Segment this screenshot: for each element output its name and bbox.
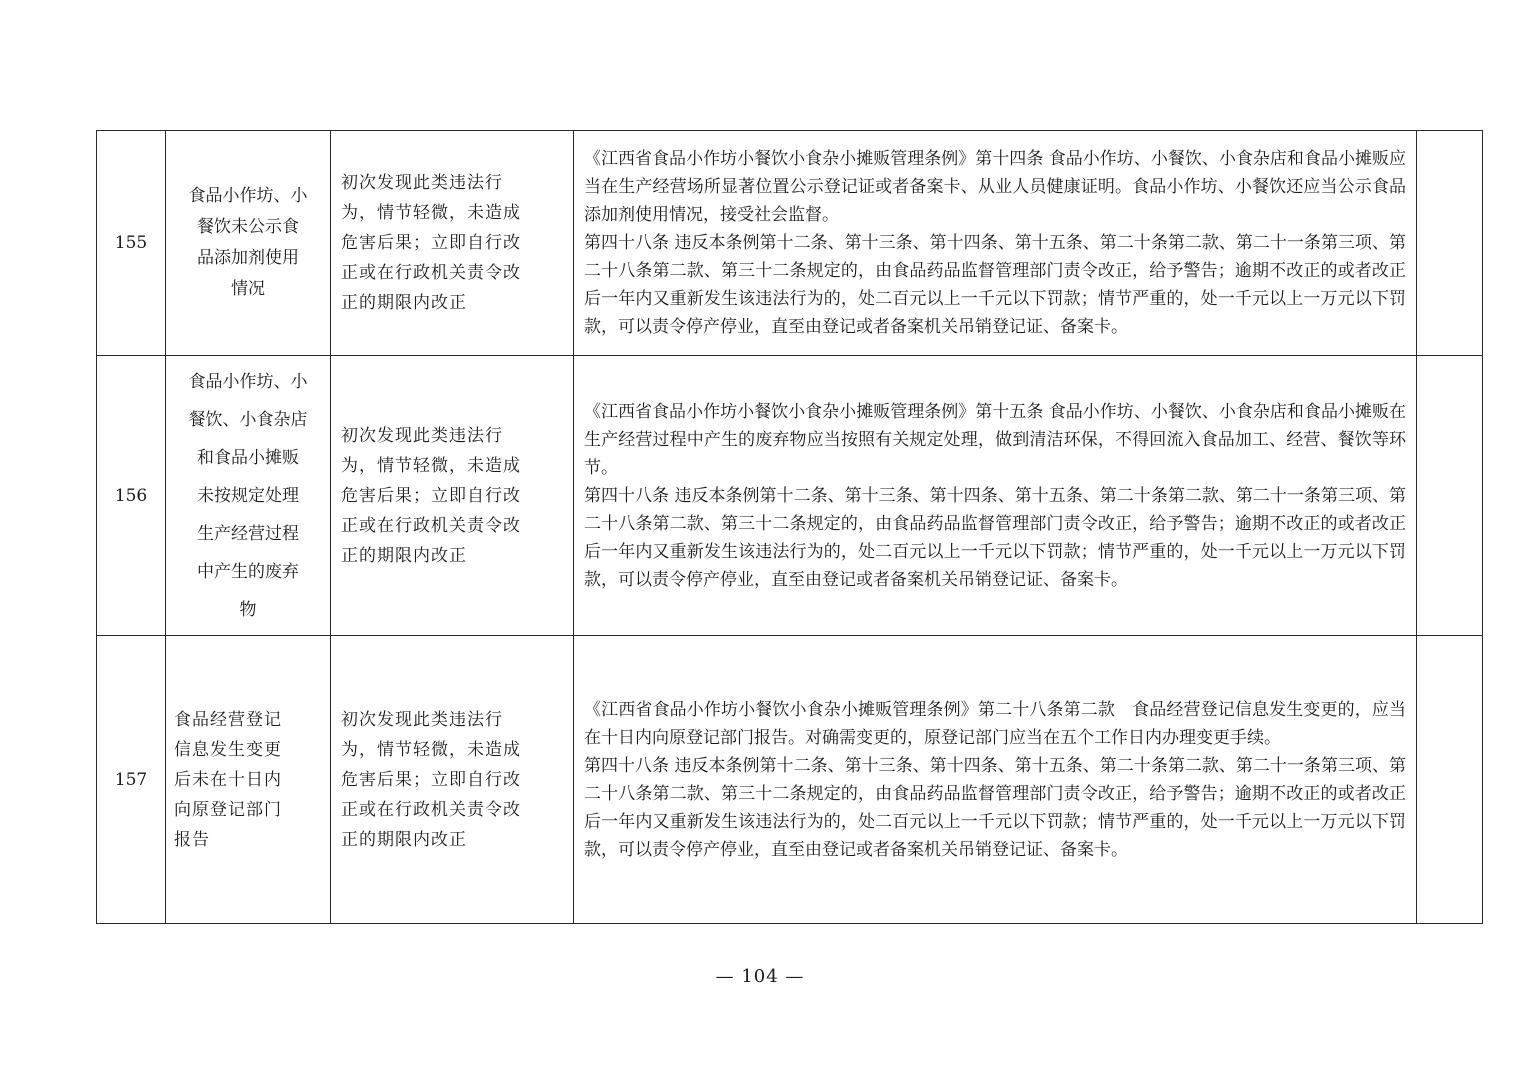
violation-item	[166, 131, 331, 356]
table-row	[97, 636, 1483, 924]
violation-item-text: 食品小作坊、小 餐饮未公示食 品添加剂使用 情况	[188, 186, 308, 299]
exemption-condition	[331, 636, 574, 924]
row-number: 157	[97, 636, 166, 924]
row-number: 156	[97, 356, 166, 636]
remarks-cell	[1417, 356, 1483, 636]
legal-basis-text: 《江西省食品小作坊小餐饮小食杂小摊贩管理条例》第十四条 食品小作坊、小餐饮、小食杂店和食品小摊贩应当在生产经营场所显著位置公示登记证或者备案卡、从业人员健康证明。食品小作坊、小餐饮还应当公示食品添加剂使用情况，接受社会监督。 第四十八条 违反本条例第十二条、第十三条、第十四条、第十五条、第二十条第二款、第二十一条第三项、第二十八条第二款、第三十二条规定的，由食品药品监督管理部门责令改正，给予警告；逾期不改正的或者改正后一年内又重新发生该违法行为的，处二百元以上一千元以下罚款；情节严重的，处一千元以上一万元以下罚款，可以责令停产停业，直至由登记或者备案机关吊销登记证、备案卡。	[584, 149, 1406, 337]
table-row	[97, 131, 1483, 356]
legal-basis	[574, 636, 1417, 924]
exemption-condition-text: 初次发现此类违法行 为，情节轻微，未造成 危害后果；立即自行改 正或在行政机关责令改 正的期限内改正	[341, 709, 521, 850]
exemption-condition	[331, 356, 574, 636]
remarks-cell	[1417, 131, 1483, 356]
legal-basis	[574, 356, 1417, 636]
legal-basis	[574, 131, 1417, 356]
legal-basis-text: 《江西省食品小作坊小餐饮小食杂小摊贩管理条例》第十五条 食品小作坊、小餐饮、小食杂店和食品小摊贩在生产经营过程中产生的废弃物应当按照有关规定处理，做到清洁环保，不得回流入食品加工、经营、餐饮等环节。 第四十八条 违反本条例第十二条、第十三条、第十四条、第十五条、第二十条第二款、第二十一条第三项、第二十八条第二款、第三十二条规定的，由食品药品监督管理部门责令改正，给予警告；逾期不改正的或者改正后一年内又重新发生该违法行为的，处二百元以上一千元以下罚款；情节严重的，处一千元以上一万元以下罚款，可以责令停产停业，直至由登记或者备案机关吊销登记证、备案卡。	[584, 401, 1406, 590]
violation-item	[166, 356, 331, 636]
exemption-condition-text: 初次发现此类违法行 为，情节轻微，未造成 危害后果；立即自行改 正或在行政机关责令改 正的期限内改正	[341, 425, 521, 566]
exemption-condition	[331, 131, 574, 356]
exemption-condition-text: 初次发现此类违法行 为，情节轻微，未造成 危害后果；立即自行改 正或在行政机关责令改 正的期限内改正	[341, 173, 521, 313]
table-row	[97, 356, 1483, 636]
violation-item	[166, 636, 331, 924]
violation-item-text: 食品经营登记 信息发生变更 后未在十日内 向原登记部门 报告	[174, 709, 282, 850]
violation-item-text: 食品小作坊、小 餐饮、小食杂店 和食品小摊贩 未按规定处理 生产经营过程 中产生的废弃 物	[188, 371, 308, 620]
row-number: 155	[97, 131, 166, 356]
legal-basis-text: 《江西省食品小作坊小餐饮小食杂小摊贩管理条例》第二十八条第二款 食品经营登记信息发生变更的，应当在十日内向原登记部门报告。对确需变更的，原登记部门应当在五个工作日内办理变更手续。 第四十八条 违反本条例第十二条、第十三条、第十四条、第十五条、第二十条第二款、第二十一条第三项、第二十八条第二款、第三十二条规定的，由食品药品监督管理部门责令改正，给予警告；逾期不改正的或者改正后一年内又重新发生该违法行为的，处二百元以上一千元以下罚款；情节严重的，处一千元以上一万元以下罚款，可以责令停产停业，直至由登记或者备案机关吊销登记证、备案卡。	[584, 699, 1406, 860]
remarks-cell	[1417, 636, 1483, 924]
penalty-exemption-table	[96, 130, 1483, 924]
page-number: — 104 —	[715, 966, 805, 987]
